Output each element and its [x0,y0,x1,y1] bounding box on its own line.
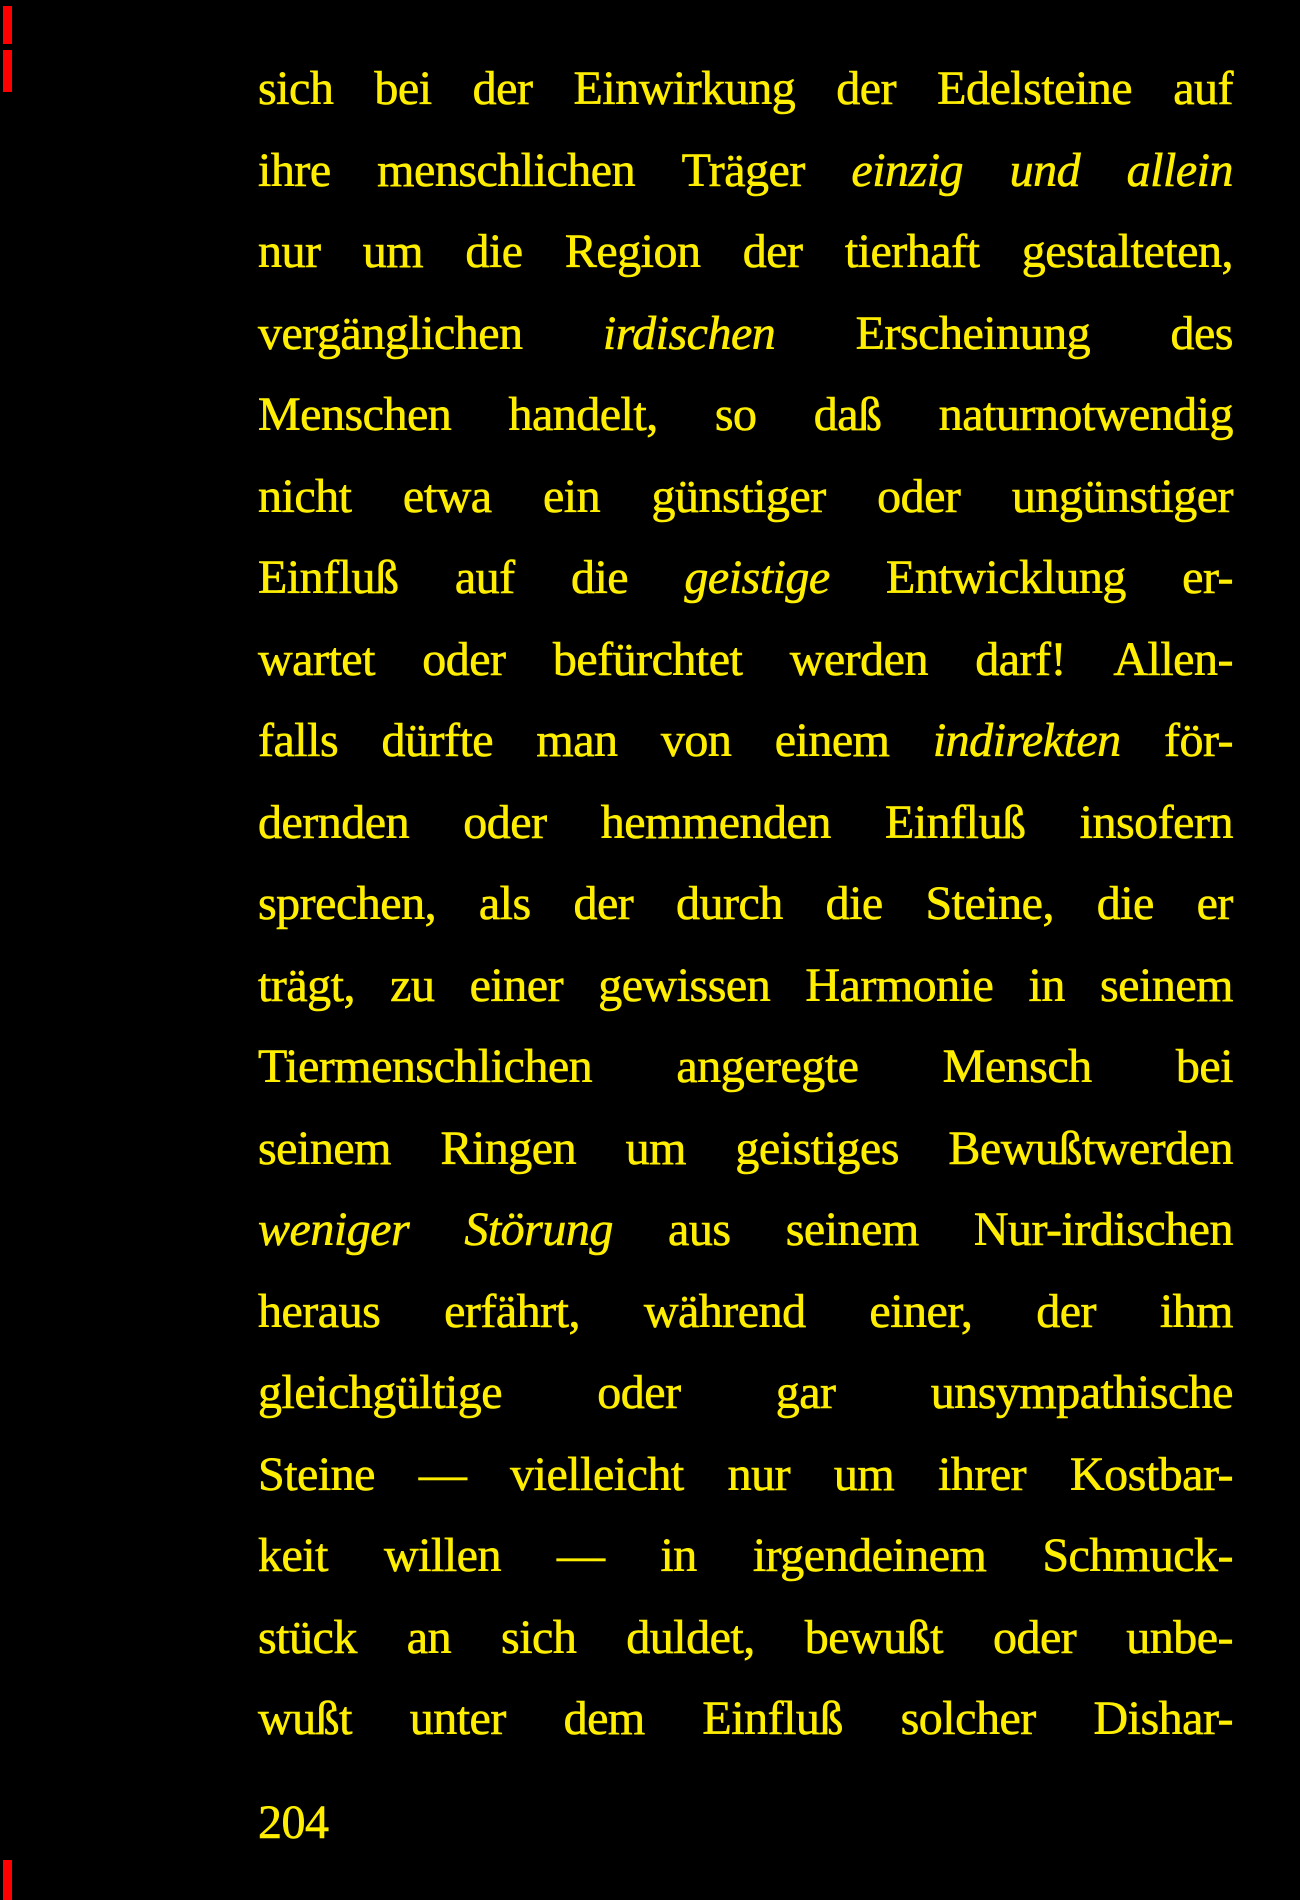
word: auf [454,551,515,604]
word: in [1028,958,1065,1012]
word: weniger [258,1203,410,1256]
word: so [714,388,757,441]
word: die [1096,877,1154,930]
word: oder [463,795,547,849]
word: von [660,714,732,767]
word: irdischen [602,306,776,360]
text-line [258,863,1233,945]
word: dem [563,1692,645,1745]
text-line [258,1271,1233,1353]
word: um [833,1447,895,1501]
page-number: 204 [258,1796,329,1849]
word: — [418,1447,467,1501]
word: die [825,877,883,930]
word: Träger [681,143,805,197]
word: bei [1175,1040,1233,1093]
word: Harmonie [805,958,994,1012]
word: Menschen [258,388,452,441]
word: Erscheinung [855,306,1091,360]
word: er- [1182,551,1233,604]
word: gleichgültige [258,1366,503,1419]
word: dürfte [381,714,494,767]
text-line [258,1597,1233,1679]
word: angeregte [676,1040,859,1093]
word: wartet [258,632,375,686]
word: heraus [258,1284,381,1338]
word: Bewußtwerden [948,1121,1233,1175]
text-line [258,1108,1233,1190]
word: falls [258,714,339,767]
word: irgendeinem [752,1529,987,1582]
word: des [1170,306,1233,360]
text-line [258,537,1233,619]
word: unsympathische [930,1366,1233,1419]
word: Einfluß [885,795,1026,849]
word: oder [597,1366,681,1419]
word: Kostbar- [1069,1447,1233,1501]
word: der [472,62,533,115]
word: die [570,551,629,604]
word: willen [383,1529,501,1582]
word: Allen- [1113,632,1233,686]
word: unter [409,1692,506,1745]
word: stück [258,1610,357,1664]
word: sich [258,62,334,115]
word: erfährt, [444,1284,580,1338]
word: er [1196,877,1233,930]
word: oder [992,1610,1077,1664]
word: Nur-irdischen [973,1203,1233,1256]
word: Steine [258,1447,375,1501]
word: an [406,1610,452,1664]
word: als [478,877,531,930]
word: handelt, [508,388,658,441]
word: menschlichen [377,143,636,197]
word: man [536,714,618,767]
word: einer [469,958,564,1012]
word: werden [789,632,928,686]
text-line [258,293,1233,375]
word: vergänglichen [258,306,523,360]
text-line [258,945,1233,1027]
word: seinem [785,1203,919,1256]
word: nicht [258,469,352,523]
word: und [1009,143,1081,197]
word: auf [1173,62,1233,115]
word: ein [542,469,601,523]
word: seinem [1100,958,1233,1012]
word: unbe- [1126,1610,1233,1664]
text-line [258,1515,1233,1597]
word: trägt, [258,958,355,1012]
word: solcher [900,1692,1036,1745]
text-line [258,456,1233,538]
word: indirekten [932,714,1121,767]
word: oder [422,632,506,686]
word: gestalteten, [1021,225,1233,278]
word: befürchtet [552,632,743,686]
word: günstiger [651,469,826,523]
word: darf! [975,632,1067,686]
word: der [1036,1284,1097,1338]
word: Einwirkung [573,62,796,115]
word: zu [390,958,435,1012]
text-line [258,48,1233,130]
word: durch [676,877,783,930]
text-line [258,1026,1233,1108]
word: Einfluß [702,1692,843,1745]
word: der [742,225,803,278]
word: die [465,225,523,278]
word: um [625,1121,686,1175]
word: insofern [1079,795,1233,849]
word: seinem [258,1121,391,1175]
word: Ringen [440,1121,577,1175]
word: sprechen, [258,877,437,930]
word: — [556,1529,605,1582]
text-line [258,619,1233,701]
word: einer, [869,1284,973,1338]
word: för- [1163,714,1233,767]
word: gewissen [598,958,771,1012]
word: allein [1126,143,1233,197]
text-line [258,1678,1233,1760]
word: Tiermenschlichen [258,1040,593,1093]
text-line [258,700,1233,782]
word: einzig [851,143,964,197]
red-scan-mark [3,50,12,92]
word: Mensch [942,1040,1092,1093]
word: geistiges [735,1121,899,1175]
word: ihm [1159,1284,1233,1338]
text-line [258,211,1233,293]
word: geistige [684,551,830,604]
word: keit [258,1529,328,1582]
word: einem [774,714,890,767]
word: während [643,1284,806,1338]
word: tierhaft [844,225,980,278]
word: wußt [258,1692,352,1745]
text-line [258,1352,1233,1434]
word: bei [374,62,432,115]
word: Edelsteine [937,62,1133,115]
text-line [258,1434,1233,1516]
word: um [362,225,424,278]
word: aus [668,1203,731,1256]
text-line [258,1189,1233,1271]
word: nur [258,225,321,278]
word: Störung [464,1203,613,1256]
word: naturnotwendig [938,388,1233,441]
word: gar [775,1366,836,1419]
word: vielleicht [510,1447,684,1501]
word: dernden [258,795,410,849]
word: bewußt [804,1610,944,1664]
word: nur [727,1447,791,1501]
word: Steine, [925,877,1054,930]
text-line [258,782,1233,864]
word: ungünstiger [1011,469,1233,523]
word: duldet, [626,1610,755,1664]
word: Entwicklung [886,551,1126,604]
word: sich [501,1610,577,1664]
word: hemmenden [600,795,831,849]
word: in [660,1529,697,1582]
red-scan-mark [3,1860,12,1900]
word: oder [877,469,961,523]
text-line [258,130,1233,212]
red-scan-mark [3,6,12,44]
word: der [836,62,897,115]
word: etwa [402,469,492,523]
word: Schmuck- [1042,1529,1233,1582]
word: Dishar- [1093,1692,1233,1745]
word: der [573,877,634,930]
word: Einfluß [258,551,399,604]
word: ihre [258,143,331,197]
word: ihrer [938,1447,1027,1501]
word: daß [813,388,882,441]
text-line [258,374,1233,456]
page-text [258,48,1233,1760]
word: Region [564,225,701,278]
